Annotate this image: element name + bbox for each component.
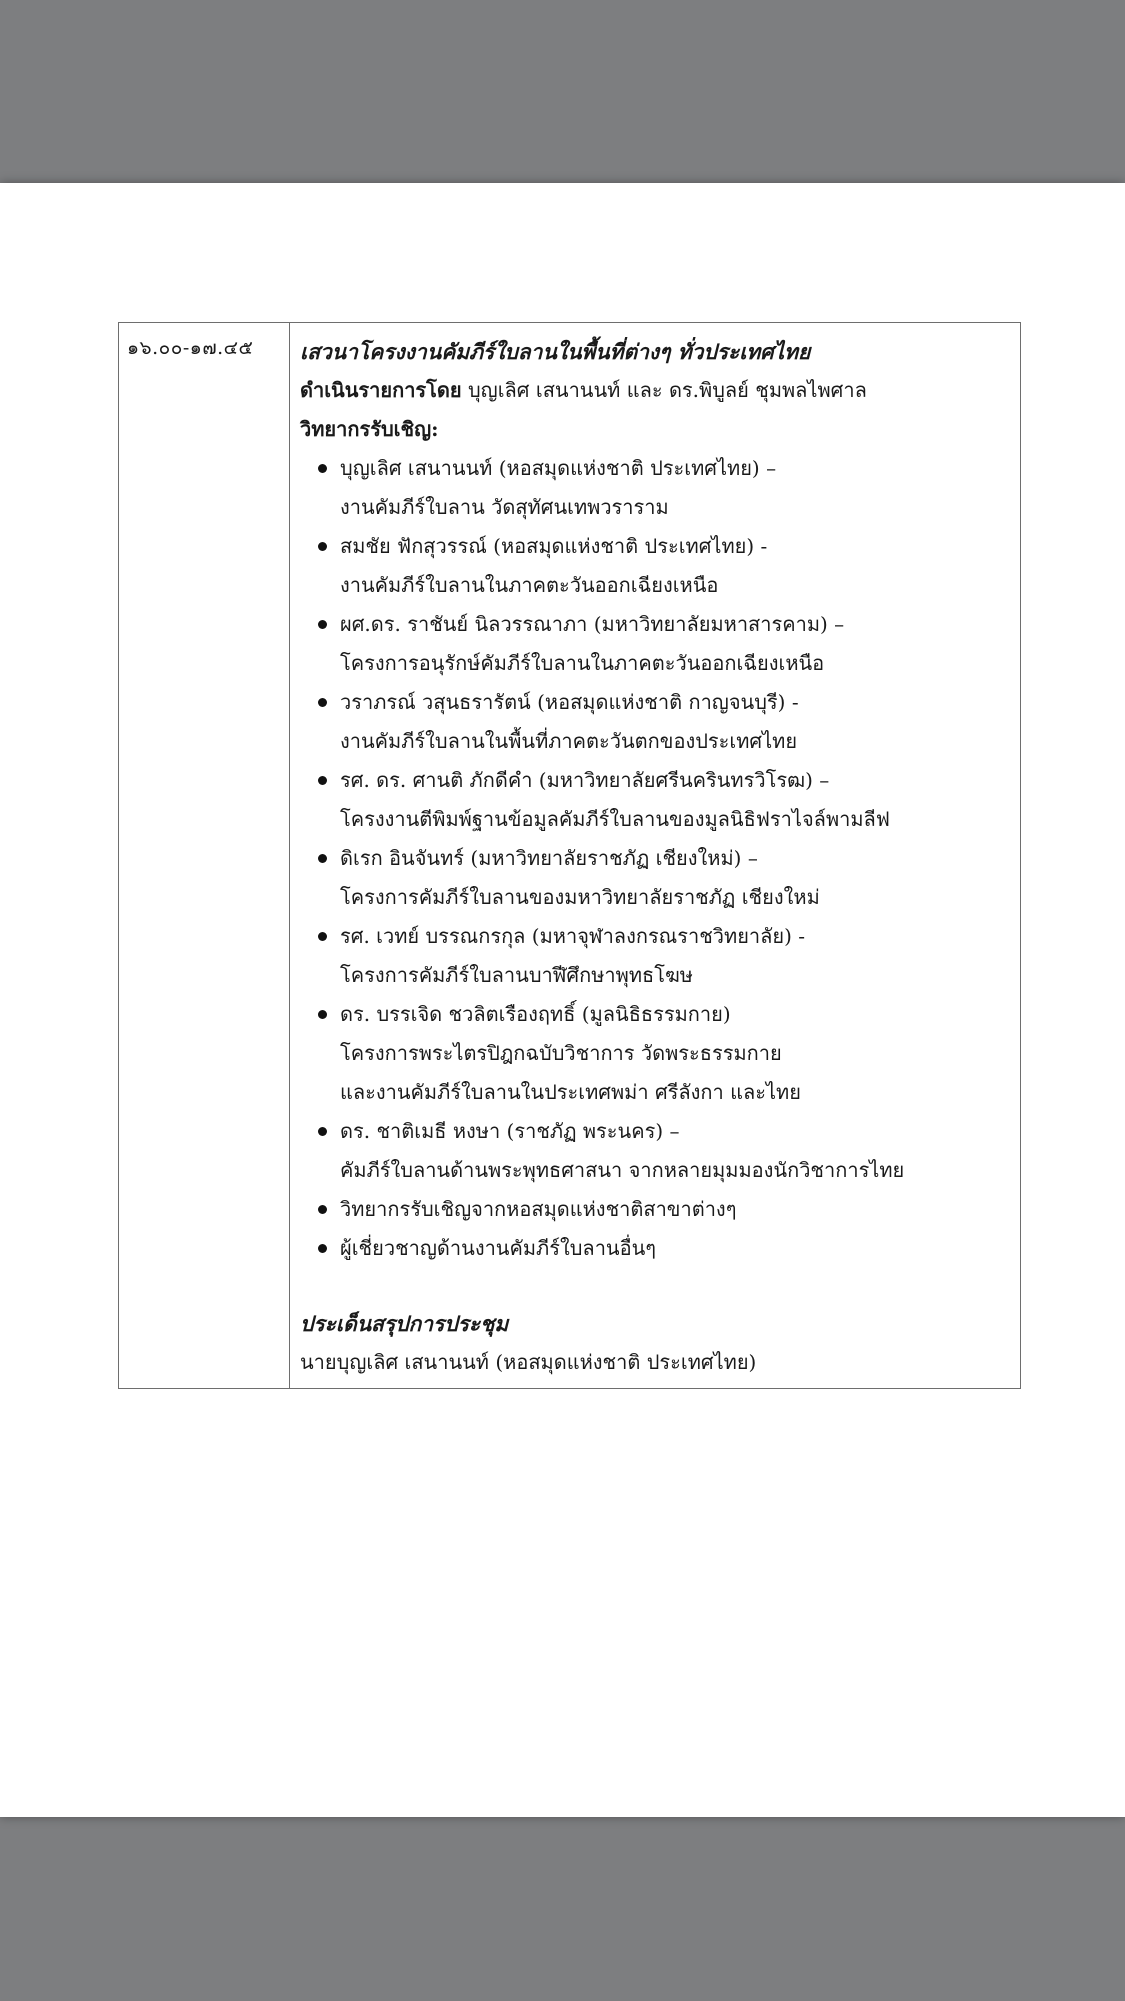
session-title: เสวนาโครงงานคัมภีร์ใบลานในพื้นที่ต่างๆ ทั่วประเทศไทย xyxy=(300,339,811,364)
bullet-icon xyxy=(318,1127,327,1136)
speaker-line: โครงการคัมภีร์ใบลานของมหาวิทยาลัยราชภัฏ เชียงใหม่ xyxy=(340,885,820,909)
summary-presenter: นายบุญเลิศ เสนานนท์ (หอสมุดแห่งชาติ ประเทศไทย) xyxy=(300,1350,757,1374)
speaker-line: ผศ.ดร. ราชันย์ นิลวรรณาภา (มหาวิทยาลัยมหาสารคาม) – xyxy=(340,612,845,636)
speaker-line: โครงงานตีพิมพ์ฐานข้อมูลคัมภีร์ใบลานของมูลนิธิฟราไจล์พามลีฟ xyxy=(340,807,890,831)
bullet-icon xyxy=(318,932,327,941)
speaker-line: โครงการอนุรักษ์คัมภีร์ใบลานในภาคตะวันออกเฉียงเหนือ xyxy=(340,651,825,675)
speaker-line: บุญเลิศ เสนานนท์ (หอสมุดแห่งชาติ ประเทศไทย) – xyxy=(340,456,777,480)
speaker-line: วิทยากรรับเชิญจากหอสมุดแห่งชาติสาขาต่างๆ xyxy=(340,1197,737,1221)
bullet-icon xyxy=(318,1010,327,1019)
bullet-icon xyxy=(318,620,327,629)
spacer xyxy=(300,1268,1010,1304)
document-page xyxy=(0,183,1125,1817)
speaker-item xyxy=(318,1229,1010,1268)
speaker-line: โครงการพระไตรปิฎกฉบับวิชาการ วัดพระธรรมกาย xyxy=(340,1041,782,1065)
speaker-line: รศ. เวทย์ บรรณกรกุล (มหาจุฬาลงกรณราชวิทยาลัย) - xyxy=(340,924,806,948)
speaker-item xyxy=(318,1190,1010,1229)
bullet-icon xyxy=(318,542,327,551)
speaker-item xyxy=(318,449,1010,527)
speaker-line: และงานคัมภีร์ใบลานในประเทศพม่า ศรีลังกา และไทย xyxy=(340,1080,801,1104)
bullet-icon xyxy=(318,464,327,473)
speaker-item xyxy=(318,683,1010,761)
speaker-line: งานคัมภีร์ใบลาน วัดสุทัศนเทพวราราม xyxy=(340,495,669,519)
speakers-label: วิทยากรรับเชิญ: xyxy=(300,417,439,441)
schedule-table xyxy=(118,322,1021,1389)
speaker-line: ดร. ชาติเมธี หงษา (ราชภัฏ พระนคร) – xyxy=(340,1119,680,1143)
session-details xyxy=(290,323,1021,1389)
moderator-line xyxy=(300,371,1010,410)
speaker-line: งานคัมภีร์ใบลานในพื้นที่ภาคตะวันตกของประเทศไทย xyxy=(340,729,798,753)
speaker-line: ดร. บรรเจิด ชวลิตเรืองฤทธิ์ (มูลนิธิธรรมกาย) xyxy=(340,1002,731,1026)
speaker-item xyxy=(318,839,1010,917)
speaker-item xyxy=(318,917,1010,995)
speaker-list xyxy=(300,449,1010,1268)
bullet-icon xyxy=(318,1244,327,1253)
moderator-label: ดำเนินรายการโดย xyxy=(300,378,462,402)
bullet-icon xyxy=(318,854,327,863)
speaker-item xyxy=(318,1112,1010,1190)
speaker-item xyxy=(318,605,1010,683)
speaker-line: งานคัมภีร์ใบลานในภาคตะวันออกเฉียงเหนือ xyxy=(340,573,719,597)
speaker-item xyxy=(318,761,1010,839)
speaker-line: รศ. ดร. ศานติ ภักดีคำ (มหาวิทยาลัยศรีนครินทรวิโรฒ) – xyxy=(340,768,830,792)
bullet-icon xyxy=(318,1205,327,1214)
summary-title: ประเด็นสรุปการประชุม xyxy=(300,1311,509,1336)
time-slot: ๑๖.๐๐-๑๗.๔๕ xyxy=(119,323,290,1389)
bullet-icon xyxy=(318,776,327,785)
speaker-line: คัมภีร์ใบลานด้านพระพุทธศาสนา จากหลายมุมมองนักวิชาการไทย xyxy=(340,1158,905,1182)
speaker-line: ดิเรก อินจันทร์ (มหาวิทยาลัยราชภัฏ เชียงใหม่) – xyxy=(340,846,758,870)
speaker-line: โครงการคัมภีร์ใบลานบาฬีศึกษาพุทธโฆษ xyxy=(340,963,693,987)
speaker-line: วราภรณ์ วสุนธรารัตน์ (หอสมุดแห่งชาติ กาญจนบุรี) - xyxy=(340,690,799,714)
speaker-line: ผู้เชี่ยวชาญด้านงานคัมภีร์ใบลานอื่นๆ xyxy=(340,1236,657,1260)
moderator-names: บุญเลิศ เสนานนท์ และ ดร.พิบูลย์ ชุมพลไพศาล xyxy=(461,378,867,402)
bullet-icon xyxy=(318,698,327,707)
speaker-line: สมชัย ฟักสุวรรณ์ (หอสมุดแห่งชาติ ประเทศไทย) - xyxy=(340,534,768,558)
speaker-item xyxy=(318,995,1010,1112)
speaker-item xyxy=(318,527,1010,605)
schedule-row xyxy=(119,323,1021,1389)
